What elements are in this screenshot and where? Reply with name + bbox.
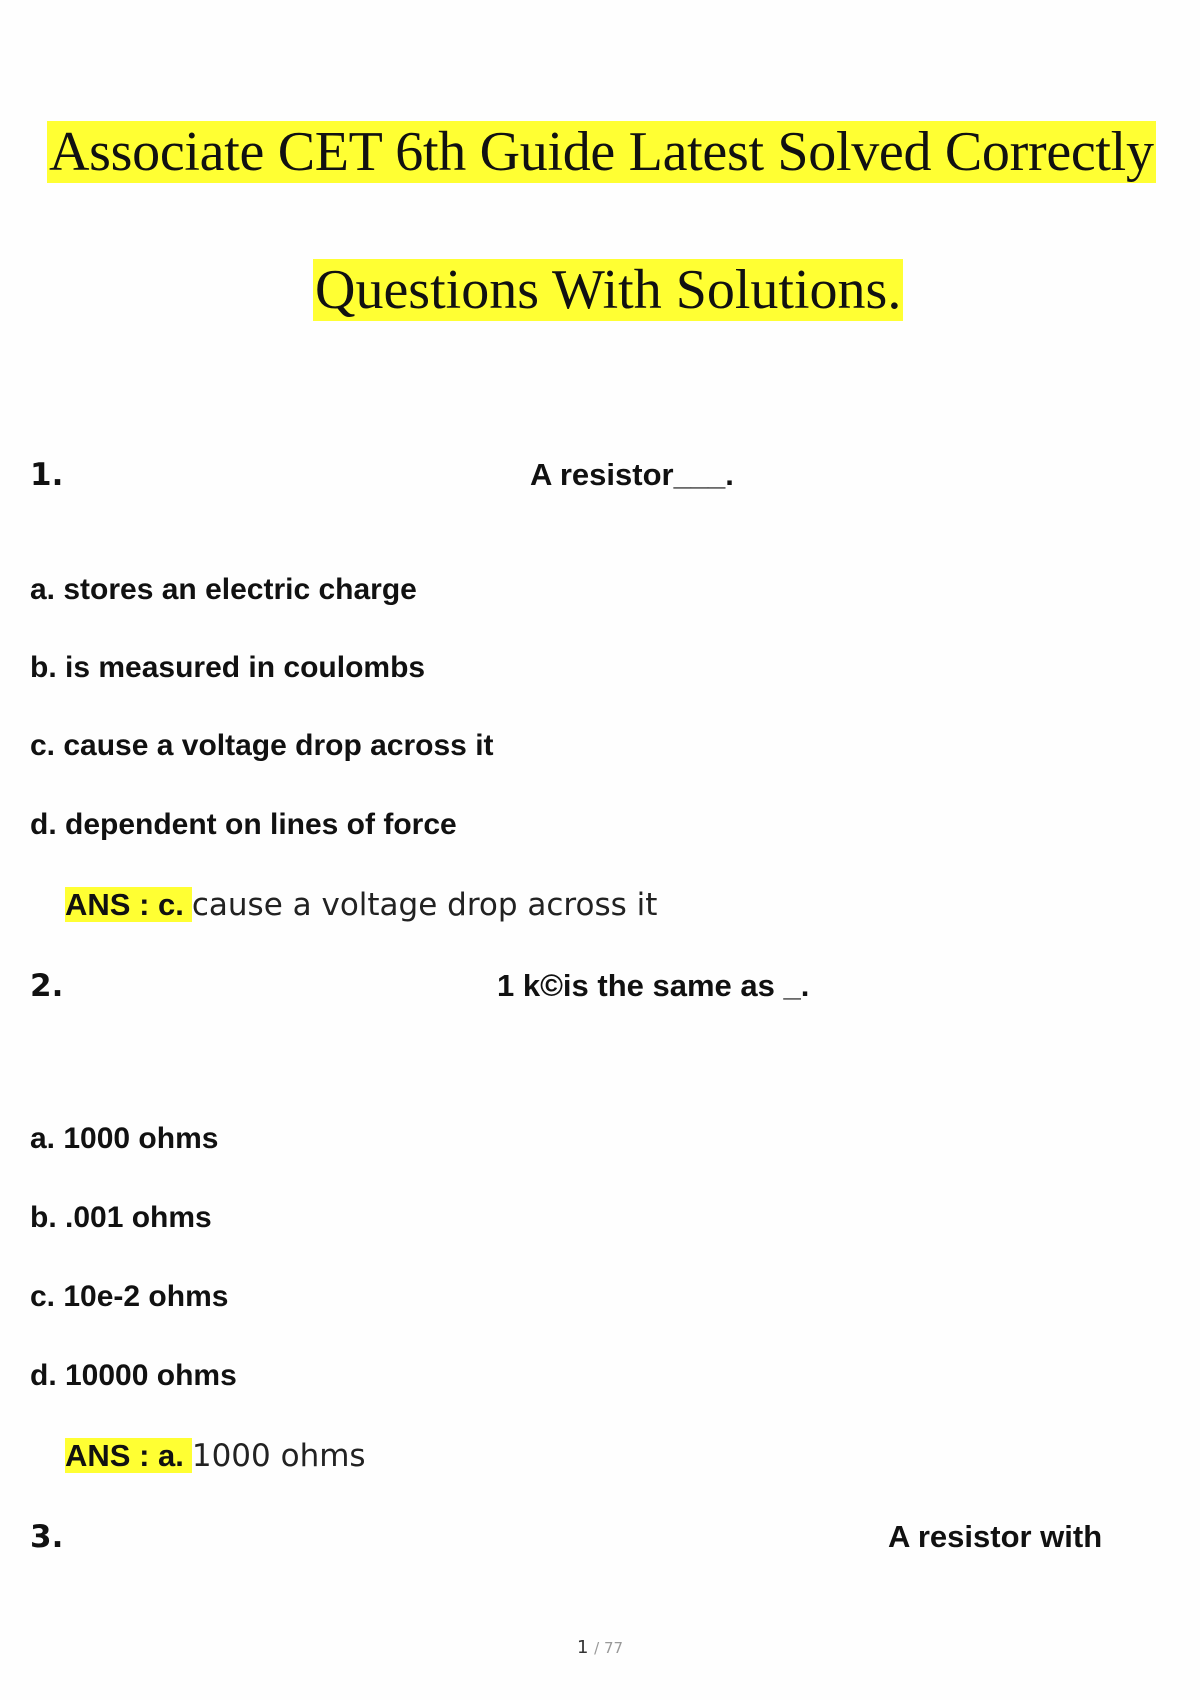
answer-option: a. 1000 ohms	[30, 1122, 219, 1155]
title-highlight: Associate CET 6th Guide Latest Solved Correctly	[49, 121, 1154, 183]
answer-label: ANS : a.	[65, 1438, 192, 1473]
answer-line	[65, 1433, 366, 1478]
question-number: 3.	[30, 1519, 64, 1555]
document-title-line-1	[47, 117, 1156, 187]
answer-text: cause a voltage drop across it	[191, 887, 658, 923]
answer-option: d. 10000 ohms	[30, 1359, 237, 1392]
question-number: 1.	[30, 457, 64, 493]
question-number: 2.	[30, 968, 64, 1004]
title-highlight: Questions With Solutions.	[315, 259, 902, 321]
question-stem: 1 k©is the same as _.	[497, 968, 810, 1003]
answer-option: b. is measured in coulombs	[30, 651, 426, 684]
answer-label: ANS : c.	[65, 887, 192, 922]
document-title-line-2	[313, 255, 903, 325]
answer-line	[65, 882, 657, 927]
answer-option: c. 10e-2 ohms	[30, 1280, 229, 1313]
current-page-number: 1	[576, 1637, 589, 1658]
answer-option: b. .001 ohms	[30, 1201, 212, 1234]
answer-option: a. stores an electric charge	[30, 573, 417, 606]
total-pages: / 77	[594, 1639, 624, 1657]
answer-option: c. cause a voltage drop across it	[30, 729, 494, 762]
question-stem: A resistor with	[888, 1519, 1103, 1554]
page-indicator	[0, 1637, 1200, 1658]
answer-option: d. dependent on lines of force	[30, 808, 457, 841]
question-stem: A resistor___.	[530, 457, 734, 492]
answer-text: 1000 ohms	[191, 1438, 366, 1474]
